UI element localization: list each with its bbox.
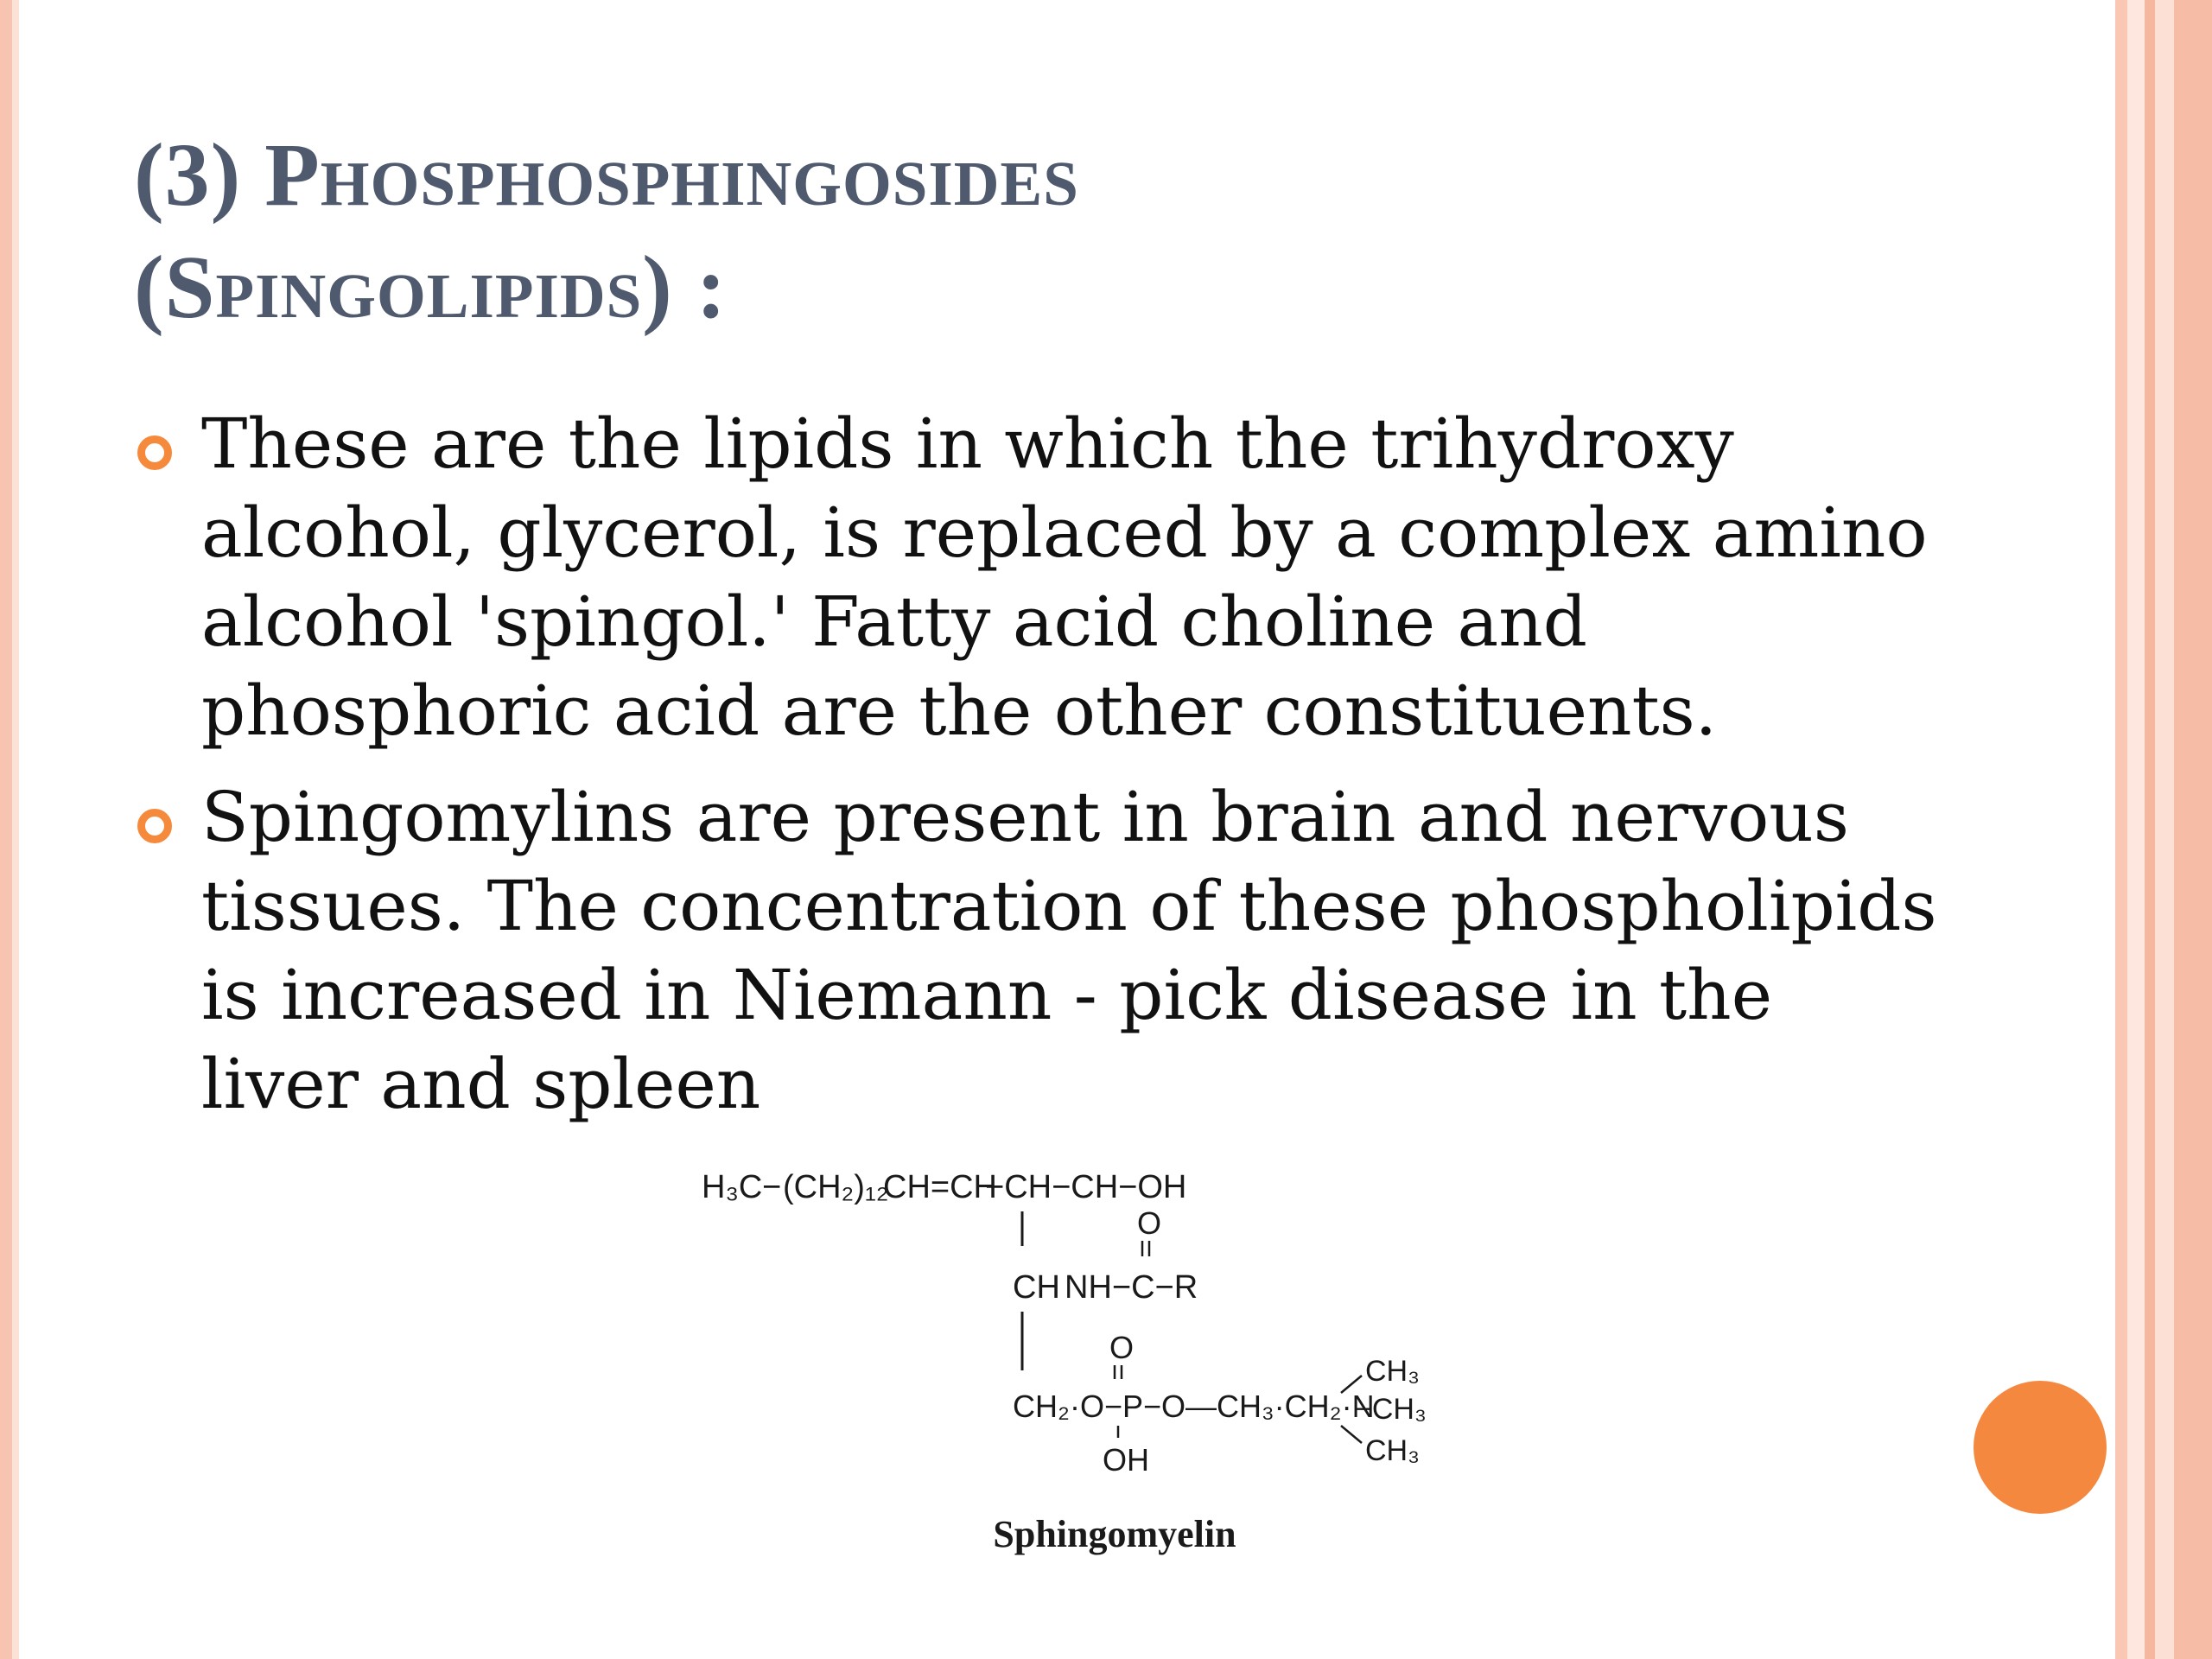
bullet-text bbox=[201, 399, 2078, 755]
bullet-line: alcohol 'spingol.' Fatty acid choline and bbox=[201, 582, 1587, 662]
figure-caption: Sphingomyelin bbox=[993, 1513, 1236, 1555]
formula-nh-c-r: NH−C−R bbox=[1065, 1269, 1198, 1306]
bullet-item-1 bbox=[134, 399, 2078, 755]
title-line-1: (3) Phosphosphingosides bbox=[134, 125, 1079, 225]
formula-methyl-bottom: CH₃ bbox=[1365, 1434, 1420, 1467]
formula-phosphate-chain: CH₂·O−P−O—CH₃·CH₂·N bbox=[1013, 1389, 1375, 1424]
formula-dash: − bbox=[762, 1169, 782, 1205]
title-line-2: (Spingolipids) : bbox=[134, 238, 728, 337]
sphingomyelin-structure bbox=[691, 1158, 1469, 1573]
formula-methyl-top: CH₃ bbox=[1365, 1355, 1420, 1388]
formula-ch-oh: −CH−CH−OH bbox=[985, 1169, 1187, 1205]
bullet-list bbox=[134, 399, 2078, 1146]
slide-title bbox=[134, 119, 2035, 344]
orange-circle-decoration bbox=[1974, 1381, 2107, 1514]
formula-h3c: H₃C bbox=[702, 1169, 763, 1205]
formula-phosphoryl-o: O bbox=[1109, 1330, 1135, 1365]
bullet-line: These are the lipids in which the trihydroxy bbox=[201, 404, 1734, 484]
formula-methyl-mid: −CH₃ bbox=[1355, 1393, 1427, 1426]
right-border-stripe bbox=[2145, 0, 2155, 1659]
right-border-stripe bbox=[2174, 0, 2212, 1659]
right-border-stripe bbox=[2115, 0, 2127, 1659]
structure-diagram bbox=[691, 1158, 1469, 1521]
bullet-ring-icon bbox=[137, 809, 172, 843]
bullet-text bbox=[201, 772, 2078, 1128]
formula-ch: CH bbox=[1013, 1269, 1060, 1306]
formula-carbonyl-o: O bbox=[1137, 1205, 1162, 1241]
right-border-stripe bbox=[2155, 0, 2174, 1659]
bullet-ring-icon bbox=[137, 435, 172, 470]
bullet-line: phosphoric acid are the other constituents. bbox=[201, 671, 1718, 751]
bullet-line: tissues. The concentration of these phospholipids bbox=[201, 866, 1937, 946]
formula-ch-eq-ch: CH=CH bbox=[883, 1169, 997, 1205]
left-border-stripe bbox=[0, 0, 12, 1659]
right-border-stripe bbox=[2127, 0, 2145, 1659]
left-border-stripe-inner bbox=[12, 0, 19, 1659]
bullet-line: Spingomylins are present in brain and nervous bbox=[201, 777, 1849, 857]
bullet-line: alcohol, glycerol, is replaced by a complex amino bbox=[201, 493, 1928, 573]
bullet-line: liver and spleen bbox=[201, 1044, 761, 1124]
formula-hydroxyl: OH bbox=[1103, 1442, 1149, 1478]
formula-ch2-12: (CH₂)₁₂ bbox=[783, 1169, 889, 1205]
bond-line bbox=[1341, 1426, 1362, 1443]
bullet-item-2 bbox=[134, 772, 2078, 1128]
bullet-line: is increased in Niemann - pick disease in the bbox=[201, 955, 1773, 1035]
